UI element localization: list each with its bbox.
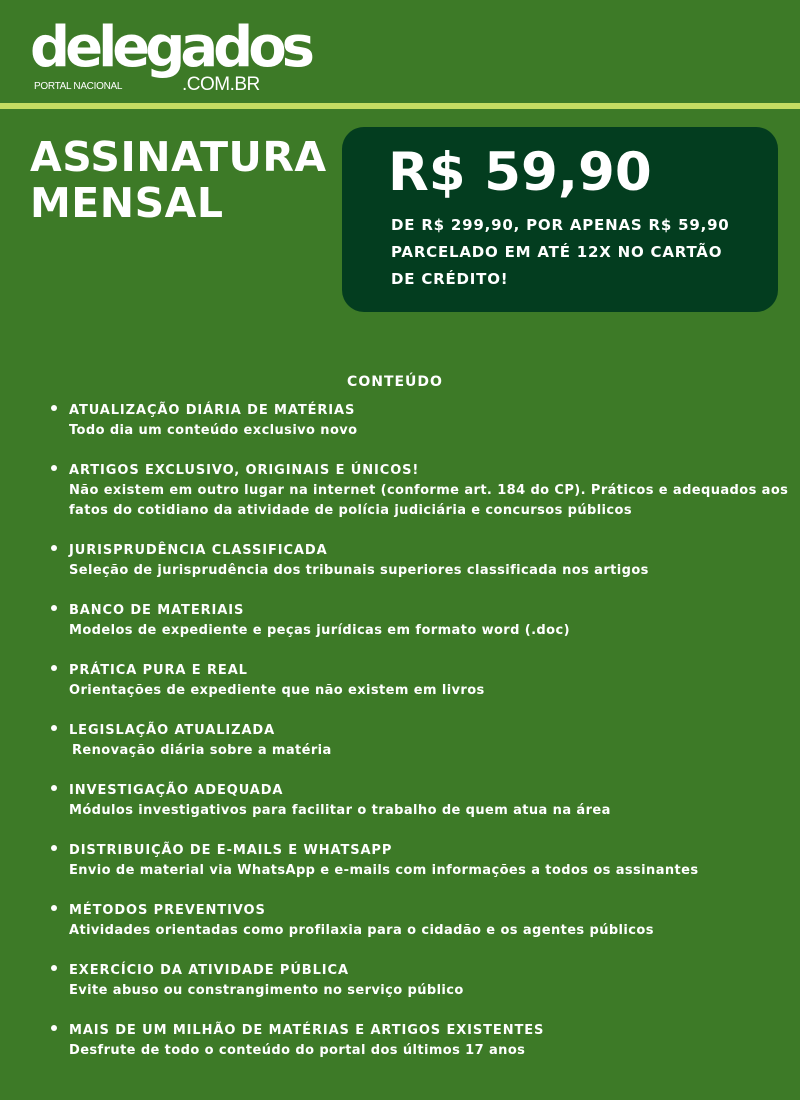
feature-description: Desfrute de todo o conteúdo do portal dos últimos 17 anos [69, 1043, 526, 1058]
feature-item [49, 901, 789, 941]
feature-title: EXERCÍCIO DA ATIVIDADE PÚBLICA [69, 963, 349, 978]
content-heading: CONTEÚDO [347, 374, 443, 390]
feature-item [49, 721, 789, 761]
bullet-icon [51, 605, 57, 611]
feature-description: Não existem em outro lugar na internet (conforme art. 184 do CP). Práticos e adequados aos fatos do cotidiano da atividade de polícia judiciária e concursos públicos [69, 483, 789, 518]
feature-title: MÉTODOS PREVENTIVOS [69, 903, 266, 918]
bullet-icon [51, 545, 57, 551]
logo-subtitle: PORTAL NACIONAL [34, 81, 123, 92]
price-box [342, 127, 778, 312]
feature-item [49, 841, 789, 881]
feature-title: JURISPRUDÊNCIA CLASSIFICADA [69, 543, 328, 558]
bullet-icon [51, 665, 57, 671]
feature-description: Atividades orientadas como profilaxia para o cidadão e os agentes públicos [69, 923, 654, 938]
logo-wordmark: delegados [30, 15, 311, 80]
feature-item [49, 961, 789, 1001]
feature-title: INVESTIGAÇÃO ADEQUADA [69, 783, 284, 798]
logo-domain: .COM.BR [182, 74, 260, 95]
feature-list [49, 401, 789, 1081]
bullet-icon [51, 845, 57, 851]
feature-title: PRÁTICA PURA E REAL [69, 663, 248, 678]
feature-item [49, 541, 789, 581]
feature-description: Evite abuso ou constrangimento no serviço público [69, 983, 464, 998]
price-amount: R$ 59,90 [388, 142, 652, 203]
feature-description: Modelos de expediente e peças jurídicas em formato word (.doc) [69, 623, 570, 638]
price-description: DE R$ 299,90, POR APENAS R$ 59,90 PARCELADO EM ATÉ 12X NO CARTÃO DE CRÉDITO! [391, 216, 730, 288]
feature-item [49, 461, 789, 521]
feature-title: MAIS DE UM MILHÃO DE MATÉRIAS E ARTIGOS EXISTENTES [69, 1023, 545, 1038]
plan-title-line-2: MENSAL [30, 179, 224, 227]
feature-title: DISTRIBUIÇÃO DE E-MAILS E WHATSAPP [69, 843, 393, 858]
plan-title [30, 134, 330, 226]
feature-title: BANCO DE MATERIAIS [69, 603, 245, 618]
feature-item [49, 1021, 789, 1061]
bullet-icon [51, 965, 57, 971]
feature-title: LEGISLAÇÃO ATUALIZADA [69, 723, 276, 738]
feature-description: Módulos investigativos para facilitar o trabalho de quem atua na área [69, 803, 611, 818]
feature-description: Renovação diária sobre a matéria [72, 743, 332, 758]
feature-title: ARTIGOS EXCLUSIVO, ORIGINAIS E ÚNICOS! [69, 463, 420, 478]
feature-item [49, 661, 789, 701]
bullet-icon [51, 465, 57, 471]
bullet-icon [51, 785, 57, 791]
feature-title: ATUALIZAÇÃO DIÁRIA DE MATÉRIAS [69, 403, 356, 418]
bullet-icon [51, 725, 57, 731]
site-logo[interactable] [30, 15, 311, 98]
bullet-icon [51, 405, 57, 411]
feature-item [49, 781, 789, 821]
feature-description: Seleção de jurisprudência dos tribunais superiores classificada nos artigos [69, 563, 649, 578]
feature-description: Orientações de expediente que não existem em livros [69, 683, 485, 698]
feature-item [49, 601, 789, 641]
feature-item [49, 401, 789, 441]
bullet-icon [51, 1025, 57, 1031]
header-divider [0, 103, 800, 109]
bullet-icon [51, 905, 57, 911]
plan-title-line-1: ASSINATURA [30, 133, 327, 181]
feature-description: Envio de material via WhatsApp e e-mails com informações a todos os assinantes [69, 863, 699, 878]
feature-description: Todo dia um conteúdo exclusivo novo [69, 423, 358, 438]
